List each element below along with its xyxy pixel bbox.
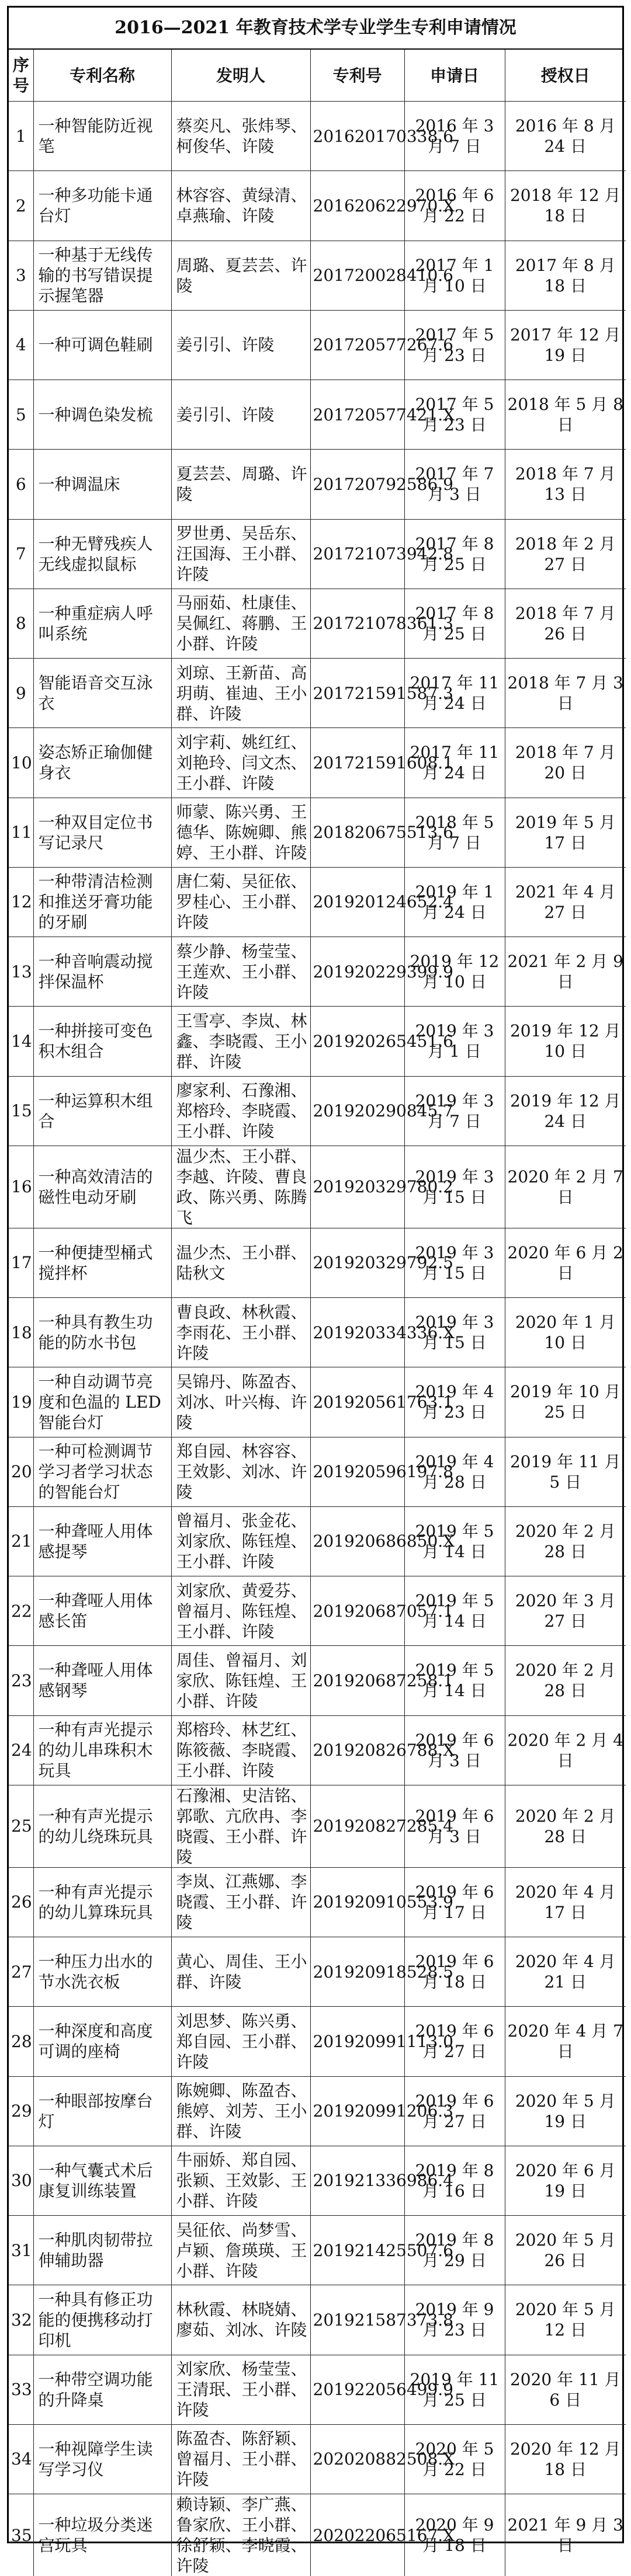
table-row [9, 589, 626, 658]
patent-number: 201620622970.X [310, 171, 404, 241]
apply-date: 2017 年 5 月 23 日 [404, 310, 505, 380]
row-index: 19 [9, 1367, 33, 1437]
table-row [9, 2076, 626, 2146]
row-index: 4 [9, 310, 33, 380]
table-row [9, 102, 626, 171]
patent-number: 201721591608.1 [310, 728, 404, 798]
row-index: 12 [9, 867, 33, 937]
table-row [9, 2355, 626, 2424]
inventors: 马丽茹、杜康佳、吴佩红、蒋鹏、王小群、许陵 [171, 589, 310, 658]
patent-name: 一种有声光提示的幼儿算珠玩具 [33, 1867, 171, 1937]
inventors: 林容容、黄绿清、卓燕瑜、许陵 [171, 171, 310, 241]
patent-name: 一种具有修正功能的便携移动打印机 [33, 2285, 171, 2355]
row-index: 18 [9, 1298, 33, 1367]
patent-table-container [7, 6, 624, 2543]
inventors: 刘思梦、陈兴勇、郑自园、王小群、许陵 [171, 2007, 310, 2076]
header-inventors: 发明人 [171, 50, 310, 102]
grant-date: 2018 年 5 月 8 日 [505, 380, 626, 450]
table-row [9, 1506, 626, 1576]
apply-date: 2017 年 7 月 3 日 [404, 450, 505, 519]
grant-date: 2020 年 1 月 10 日 [505, 1298, 626, 1367]
patent-number: 201921336986.4 [310, 2146, 404, 2215]
grant-date: 2018 年 7 月 3 日 [505, 659, 626, 728]
header-index: 序号 [9, 50, 33, 102]
patent-number: 201920991113.0 [310, 2007, 404, 2076]
patent-number: 201721073942.8 [310, 519, 404, 589]
row-index: 15 [9, 1076, 33, 1146]
apply-date: 2019 年 6 月 17 日 [404, 1867, 505, 1937]
table-row [9, 2494, 626, 2576]
apply-date: 2019 年 3 月 1 日 [404, 1007, 505, 1076]
row-index: 17 [9, 1228, 33, 1297]
patent-name: 智能语音交互泳衣 [33, 659, 171, 728]
patent-name: 一种眼部按摩台灯 [33, 2076, 171, 2146]
inventors: 刘宇莉、姚红红、刘艳玲、闫文杰、王小群、许陵 [171, 728, 310, 798]
inventors: 刘家欣、杨莹莹、王清珉、王小群、许陵 [171, 2355, 310, 2424]
table-row [9, 728, 626, 798]
row-index: 28 [9, 2007, 33, 2076]
grant-date: 2019 年 10 月 25 日 [505, 1367, 626, 1437]
apply-date: 2019 年 6 月 18 日 [404, 1937, 505, 2007]
inventors: 陈婉卿、陈盈杏、熊婷、刘芳、王小群、许陵 [171, 2076, 310, 2146]
patent-name: 一种垃圾分类迷宫玩具 [33, 2494, 171, 2576]
inventors: 陈盈杏、陈舒颖、曾福月、王小群、许陵 [171, 2424, 310, 2494]
patent-name: 姿态矫正瑜伽健身衣 [33, 728, 171, 798]
header-row [9, 50, 626, 102]
row-index: 5 [9, 380, 33, 450]
apply-date: 2016 年 3 月 7 日 [404, 102, 505, 171]
patent-number: 201920329780.2 [310, 1146, 404, 1228]
grant-date: 2020 年 2 月 7 日 [505, 1146, 626, 1228]
row-index: 2 [9, 171, 33, 241]
patent-number: 201620170338.6 [310, 102, 404, 171]
table-row [9, 1146, 626, 1228]
patent-name: 一种带空调功能的升降桌 [33, 2355, 171, 2424]
inventors: 林秋霞、林晓婧、廖茹、刘冰、许陵 [171, 2285, 310, 2355]
patent-name: 一种智能防近视笔 [33, 102, 171, 171]
inventors: 李岚、江燕娜、李晓霞、王小群、许陵 [171, 1867, 310, 1937]
patent-name: 一种聋哑人用体感长笛 [33, 1576, 171, 1646]
inventors: 师蒙、陈兴勇、王德华、陈婉卿、熊婷、王小群、许陵 [171, 798, 310, 867]
apply-date: 2018 年 5 月 7 日 [404, 798, 505, 867]
patent-name: 一种拼接可变色积木组合 [33, 1007, 171, 1076]
table-row [9, 1646, 626, 1715]
apply-date: 2017 年 8 月 25 日 [404, 519, 505, 589]
table-row [9, 1298, 626, 1367]
patent-name: 一种有声光提示的幼儿串珠积木玩具 [33, 1715, 171, 1785]
table-row [9, 1076, 626, 1146]
patent-name: 一种调温床 [33, 450, 171, 519]
grant-date: 2019 年 12 月 10 日 [505, 1007, 626, 1076]
row-index: 7 [9, 519, 33, 589]
patent-number: 201920826788.X [310, 1715, 404, 1785]
apply-date: 2019 年 12 月 10 日 [404, 937, 505, 1007]
inventors: 曹良政、林秋霞、李雨花、王小群、许陵 [171, 1298, 310, 1367]
inventors: 刘家欣、黄爱芬、曾福月、陈钰煌、王小群、许陵 [171, 1576, 310, 1646]
grant-date: 2020 年 3 月 27 日 [505, 1576, 626, 1646]
row-index: 8 [9, 589, 33, 658]
row-index: 16 [9, 1146, 33, 1228]
patent-number: 201720577267.6 [310, 310, 404, 380]
table-row [9, 380, 626, 450]
inventors: 吴征依、尚梦雪、卢颖、詹瑛瑛、王小群、许陵 [171, 2216, 310, 2285]
row-index: 14 [9, 1007, 33, 1076]
inventors: 唐仁菊、吴征依、罗桂心、王小群、许陵 [171, 867, 310, 937]
table-row [9, 2424, 626, 2494]
grant-date: 2019 年 11 月 5 日 [505, 1437, 626, 1506]
patent-name: 一种重症病人呼叫系统 [33, 589, 171, 658]
apply-date: 2017 年 11 月 24 日 [404, 659, 505, 728]
apply-date: 2019 年 3 月 15 日 [404, 1146, 505, 1228]
grant-date: 2021 年 9 月 3 日 [505, 2494, 626, 2576]
apply-date: 2019 年 1 月 24 日 [404, 867, 505, 937]
apply-date: 2019 年 6 月 3 日 [404, 1785, 505, 1867]
inventors: 夏芸芸、周璐、许陵 [171, 450, 310, 519]
patent-name: 一种双目定位书写记录尺 [33, 798, 171, 867]
table-row [9, 798, 626, 867]
patent-name: 一种肌肉韧带拉伸辅助器 [33, 2216, 171, 2285]
grant-date: 2016 年 8 月 24 日 [505, 102, 626, 171]
table-row [9, 450, 626, 519]
table-row [9, 937, 626, 1007]
apply-date: 2019 年 3 月 15 日 [404, 1298, 505, 1367]
inventors: 温少杰、王小群、李越、许陵、曹良政、陈兴勇、陈腾飞 [171, 1146, 310, 1228]
header-apply-date: 申请日 [404, 50, 505, 102]
apply-date: 2020 年 5 月 22 日 [404, 2424, 505, 2494]
row-index: 10 [9, 728, 33, 798]
header-patent-number: 专利号 [310, 50, 404, 102]
patent-name: 一种聋哑人用体感钢琴 [33, 1646, 171, 1715]
apply-date: 2017 年 5 月 23 日 [404, 380, 505, 450]
patent-number: 201921425507.6 [310, 2216, 404, 2285]
row-index: 20 [9, 1437, 33, 1506]
patent-number: 201721078361.3 [310, 589, 404, 658]
patent-number: 201920265451.6 [310, 1007, 404, 1076]
row-index: 22 [9, 1576, 33, 1646]
table-row [9, 867, 626, 937]
row-index: 34 [9, 2424, 33, 2494]
grant-date: 2020 年 2 月 4 日 [505, 1715, 626, 1785]
table-row [9, 2007, 626, 2076]
patent-number: 201920596197.8 [310, 1437, 404, 1506]
inventors: 牛丽娇、郑自园、张颖、王效影、王小群、许陵 [171, 2146, 310, 2215]
apply-date: 2019 年 8 月 29 日 [404, 2216, 505, 2285]
patent-number: 201720577421.X [310, 380, 404, 450]
patent-name: 一种带清洁检测和推送牙膏功能的牙刷 [33, 867, 171, 937]
table-row [9, 1007, 626, 1076]
table-row [9, 1867, 626, 1937]
patent-number: 201720028410.6 [310, 241, 404, 310]
patent-number: 201920290845.7 [310, 1076, 404, 1146]
patent-number: 201920991206.3 [310, 2076, 404, 2146]
apply-date: 2019 年 4 月 28 日 [404, 1437, 505, 1506]
row-index: 23 [9, 1646, 33, 1715]
inventors: 周佳、曾福月、刘家欣、陈钰煌、王小群、许陵 [171, 1646, 310, 1715]
table-row [9, 1228, 626, 1297]
patent-name: 一种聋哑人用体感提琴 [33, 1506, 171, 1576]
patent-name: 一种可检测调节学习者学习状态的智能台灯 [33, 1437, 171, 1506]
inventors: 罗世勇、吴岳东、汪国海、王小群、许陵 [171, 519, 310, 589]
grant-date: 2020 年 4 月 17 日 [505, 1867, 626, 1937]
grant-date: 2020 年 5 月 12 日 [505, 2285, 626, 2355]
table-title: 2016—2021 年教育技术学专业学生专利申请情况 [9, 8, 622, 50]
apply-date: 2019 年 3 月 15 日 [404, 1228, 505, 1297]
patent-name: 一种深度和高度可调的座椅 [33, 2007, 171, 2076]
inventors: 蔡奕凡、张炜琴、柯俊华、许陵 [171, 102, 310, 171]
patent-number: 201921587373.8 [310, 2285, 404, 2355]
table-row [9, 659, 626, 728]
patent-number: 201920687258.1 [310, 1646, 404, 1715]
grant-date: 2020 年 4 月 7 日 [505, 2007, 626, 2076]
patent-number: 201820675513.6 [310, 798, 404, 867]
inventors: 赖诗颖、李广燕、鲁家欣、王小群、徐舒颖、李晓霞、许陵 [171, 2494, 310, 2576]
grant-date: 2020 年 4 月 21 日 [505, 1937, 626, 2007]
patent-table [9, 50, 626, 2576]
apply-date: 2019 年 4 月 23 日 [404, 1367, 505, 1437]
apply-date: 2017 年 8 月 25 日 [404, 589, 505, 658]
row-index: 32 [9, 2285, 33, 2355]
patent-name: 一种运算积木组合 [33, 1076, 171, 1146]
table-row [9, 1576, 626, 1646]
table-row [9, 2216, 626, 2285]
table-row [9, 171, 626, 241]
patent-number: 201720792586.9 [310, 450, 404, 519]
apply-date: 2019 年 8 月 16 日 [404, 2146, 505, 2215]
patent-name: 一种调色染发梳 [33, 380, 171, 450]
table-row [9, 2285, 626, 2355]
patent-name: 一种便捷型桶式搅拌杯 [33, 1228, 171, 1297]
apply-date: 2016 年 6 月 22 日 [404, 171, 505, 241]
header-grant-date: 授权日 [505, 50, 626, 102]
patent-number: 201920686850.X [310, 1506, 404, 1576]
patent-name: 一种有声光提示的幼儿绕珠玩具 [33, 1785, 171, 1867]
grant-date: 2020 年 2 月 28 日 [505, 1785, 626, 1867]
patent-number: 201920561763.1 [310, 1367, 404, 1437]
apply-date: 2019 年 5 月 14 日 [404, 1506, 505, 1576]
patent-name: 一种气囊式术后康复训练装置 [33, 2146, 171, 2215]
row-index: 25 [9, 1785, 33, 1867]
grant-date: 2020 年 5 月 19 日 [505, 2076, 626, 2146]
grant-date: 2018 年 12 月 18 日 [505, 171, 626, 241]
row-index: 26 [9, 1867, 33, 1937]
apply-date: 2019 年 3 月 7 日 [404, 1076, 505, 1146]
row-index: 33 [9, 2355, 33, 2424]
table-row [9, 310, 626, 380]
apply-date: 2019 年 5 月 14 日 [404, 1646, 505, 1715]
inventors: 温少杰、王小群、陆秋文 [171, 1228, 310, 1297]
inventors: 黄心、周佳、王小群、许陵 [171, 1937, 310, 2007]
row-index: 29 [9, 2076, 33, 2146]
row-index: 30 [9, 2146, 33, 2215]
row-index: 21 [9, 1506, 33, 1576]
row-index: 31 [9, 2216, 33, 2285]
patent-number: 201920334336.X [310, 1298, 404, 1367]
patent-number: 202020882508.X [310, 2424, 404, 2494]
apply-date: 2019 年 5 月 14 日 [404, 1576, 505, 1646]
inventors: 姜引引、许陵 [171, 310, 310, 380]
grant-date: 2020 年 5 月 26 日 [505, 2216, 626, 2285]
grant-date: 2017 年 12 月 19 日 [505, 310, 626, 380]
inventors: 姜引引、许陵 [171, 380, 310, 450]
patent-number: 201920910553.9 [310, 1867, 404, 1937]
inventors: 蔡少静、杨莹莹、王莲欢、王小群、许陵 [171, 937, 310, 1007]
patent-name: 一种高效清洁的磁性电动牙刷 [33, 1146, 171, 1228]
row-index: 1 [9, 102, 33, 171]
header-patent-name: 专利名称 [33, 50, 171, 102]
grant-date: 2020 年 2 月 28 日 [505, 1646, 626, 1715]
inventors: 郑自园、林容容、王效影、刘冰、许陵 [171, 1437, 310, 1506]
patent-name: 一种压力出水的节水洗衣板 [33, 1937, 171, 2007]
row-index: 35 [9, 2494, 33, 2576]
grant-date: 2020 年 6 月 2 日 [505, 1228, 626, 1297]
table-row [9, 1937, 626, 2007]
patent-name: 一种基于无线传输的书写错误提示握笔器 [33, 241, 171, 310]
row-index: 24 [9, 1715, 33, 1785]
grant-date: 2021 年 4 月 27 日 [505, 867, 626, 937]
table-row [9, 1437, 626, 1506]
table-row [9, 1715, 626, 1785]
grant-date: 2021 年 2 月 9 日 [505, 937, 626, 1007]
grant-date: 2020 年 6 月 19 日 [505, 2146, 626, 2215]
patent-number: 201922056499.9 [310, 2355, 404, 2424]
grant-date: 2020 年 12 月 18 日 [505, 2424, 626, 2494]
patent-number: 201721591587.3 [310, 659, 404, 728]
table-row [9, 241, 626, 310]
patent-number: 202022065167.X [310, 2494, 404, 2576]
apply-date: 2017 年 11 月 24 日 [404, 728, 505, 798]
patent-number: 201920124652.4 [310, 867, 404, 937]
apply-date: 2019 年 11 月 25 日 [404, 2355, 505, 2424]
patent-name: 一种视障学生读写学习仪 [33, 2424, 171, 2494]
patent-name: 一种多功能卡通台灯 [33, 171, 171, 241]
grant-date: 2018 年 7 月 26 日 [505, 589, 626, 658]
apply-date: 2017 年 1 月 10 日 [404, 241, 505, 310]
inventors: 石豫湘、史洁铭、郭歌、亢欣冉、李晓霞、王小群、许陵 [171, 1785, 310, 1867]
row-index: 3 [9, 241, 33, 310]
apply-date: 2019 年 6 月 3 日 [404, 1715, 505, 1785]
inventors: 廖家利、石豫湘、郑榕玲、李晓霞、王小群、许陵 [171, 1076, 310, 1146]
grant-date: 2019 年 5 月 17 日 [505, 798, 626, 867]
grant-date: 2018 年 7 月 13 日 [505, 450, 626, 519]
patent-name: 一种可调色鞋刷 [33, 310, 171, 380]
inventors: 周璐、夏芸芸、许陵 [171, 241, 310, 310]
table-row [9, 519, 626, 589]
apply-date: 2020 年 9 月 18 日 [404, 2494, 505, 2576]
apply-date: 2019 年 9 月 23 日 [404, 2285, 505, 2355]
patent-number: 201920329792.5 [310, 1228, 404, 1297]
grant-date: 2017 年 8 月 18 日 [505, 241, 626, 310]
inventors: 王雪亭、李岚、林鑫、李晓霞、王小群、许陵 [171, 1007, 310, 1076]
patent-number: 201920687057.1 [310, 1576, 404, 1646]
patent-name: 一种无臂残疾人无线虚拟鼠标 [33, 519, 171, 589]
row-index: 9 [9, 659, 33, 728]
table-row [9, 2146, 626, 2215]
table-row [9, 1367, 626, 1437]
inventors: 曾福月、张金花、刘家欣、陈钰煌、王小群、许陵 [171, 1506, 310, 1576]
patent-name: 一种自动调节亮度和色温的 LED 智能台灯 [33, 1367, 171, 1437]
grant-date: 2019 年 12 月 24 日 [505, 1076, 626, 1146]
row-index: 13 [9, 937, 33, 1007]
apply-date: 2019 年 6 月 27 日 [404, 2007, 505, 2076]
patent-number: 201920229399.9 [310, 937, 404, 1007]
grant-date: 2018 年 2 月 27 日 [505, 519, 626, 589]
row-index: 27 [9, 1937, 33, 2007]
grant-date: 2020 年 2 月 28 日 [505, 1506, 626, 1576]
apply-date: 2019 年 6 月 27 日 [404, 2076, 505, 2146]
grant-date: 2018 年 7 月 20 日 [505, 728, 626, 798]
patent-name: 一种音响震动搅拌保温杯 [33, 937, 171, 1007]
row-index: 11 [9, 798, 33, 867]
inventors: 吴锦丹、陈盈杏、刘冰、叶兴梅、许陵 [171, 1367, 310, 1437]
patent-name: 一种具有教生功能的防水书包 [33, 1298, 171, 1367]
patent-number: 201920918528.5 [310, 1937, 404, 2007]
inventors: 刘琼、王新苗、高玥萌、崔迪、王小群、许陵 [171, 659, 310, 728]
row-index: 6 [9, 450, 33, 519]
inventors: 郑榕玲、林艺红、陈筱薇、李晓霞、王小群、许陵 [171, 1715, 310, 1785]
patent-number: 201920827285.4 [310, 1785, 404, 1867]
table-row [9, 1785, 626, 1867]
grant-date: 2020 年 11 月 6 日 [505, 2355, 626, 2424]
